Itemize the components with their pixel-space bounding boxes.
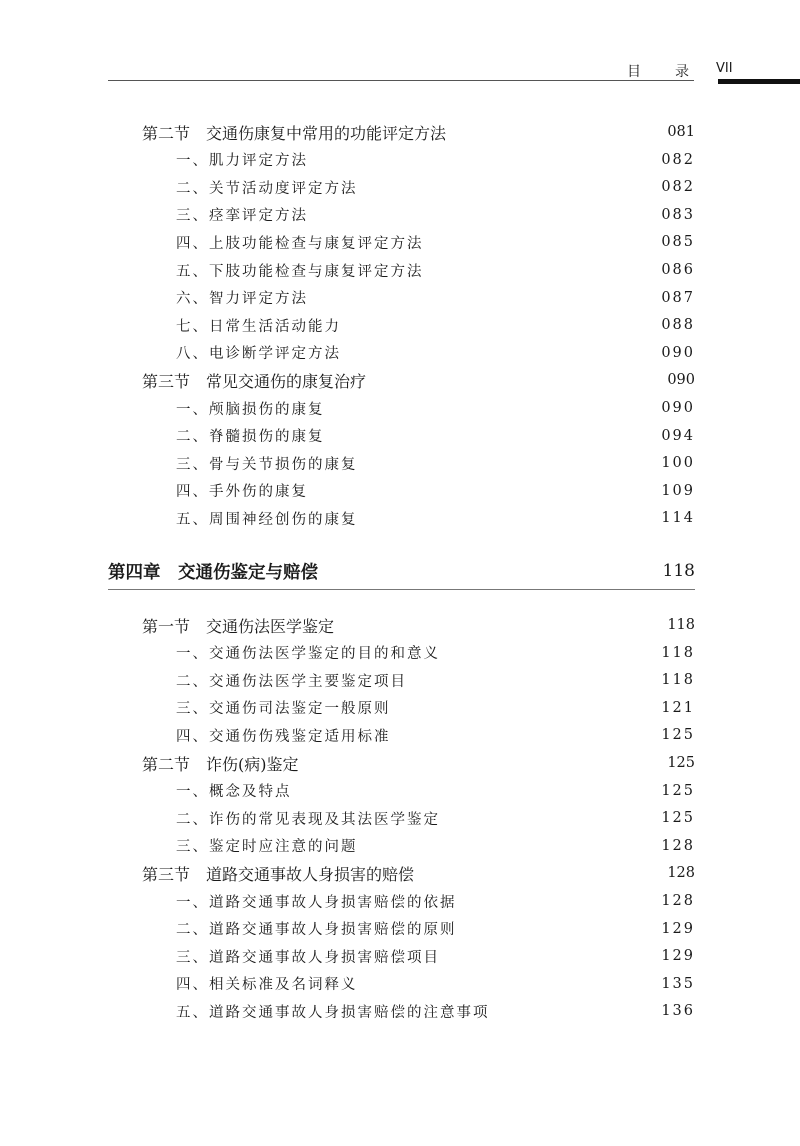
toc-item-title: 二、诈伤的常见表现及其法医学鉴定: [176, 811, 440, 828]
toc-section-title: 第二节 交通伤康复中常用的功能评定方法: [142, 123, 447, 143]
toc-item-title: 三、骨与关节损伤的康复: [176, 456, 358, 473]
toc-page-number: 085: [661, 234, 695, 251]
toc-item-row[interactable]: [176, 722, 695, 748]
toc-item-row[interactable]: [176, 667, 695, 693]
toc-item-title: 二、关节活动度评定方法: [176, 180, 358, 197]
toc-item-title: 一、道路交通事故人身损害赔偿的依据: [176, 894, 457, 911]
toc-page-number: 128: [661, 837, 695, 854]
toc-page-number: 121: [661, 699, 695, 716]
toc-section-title: 第一节 交通伤法医学鉴定: [142, 616, 335, 636]
toc-item-title: 五、周围神经创伤的康复: [176, 511, 358, 528]
toc-item-title: 四、上肢功能检查与康复评定方法: [176, 235, 424, 252]
toc-section-title: 第三节 道路交通事故人身损害的赔偿: [142, 864, 415, 884]
toc-page-number: 129: [661, 920, 695, 937]
toc-item-row[interactable]: [176, 174, 695, 200]
toc-page-number: 128: [661, 893, 695, 909]
toc-item-title: 四、手外伤的康复: [176, 484, 308, 501]
toc-item-row[interactable]: [176, 805, 695, 831]
toc-item-title: 八、电诊断学评定方法: [176, 346, 341, 363]
toc-item-row[interactable]: [176, 505, 695, 531]
toc-page-number: 090: [661, 344, 695, 361]
toc-item-row[interactable]: [176, 450, 695, 476]
toc-page-number: 118: [667, 617, 695, 633]
toc-page-number: 136: [661, 1003, 695, 1020]
toc-item-row[interactable]: [176, 695, 695, 721]
toc-page-number: 125: [667, 755, 695, 771]
toc-item-row[interactable]: [176, 285, 695, 311]
toc-section-row[interactable]: [142, 367, 695, 393]
toc-page-number: 088: [661, 317, 695, 334]
toc-chapter-row[interactable]: [108, 556, 695, 586]
toc-item-row[interactable]: [176, 257, 695, 283]
toc-item-title: 三、鉴定时应注意的问题: [176, 839, 358, 856]
toc-page-number: 109: [661, 482, 695, 499]
toc-item-title: 一、颅脑损伤的康复: [176, 401, 325, 418]
running-header: [108, 56, 800, 80]
toc-item-row[interactable]: [176, 640, 695, 666]
toc-item-row[interactable]: [176, 423, 695, 449]
toc-item-row[interactable]: [176, 147, 695, 173]
toc-page-number: 129: [661, 948, 695, 965]
toc-item-title: 二、交通伤法医学主要鉴定项目: [176, 673, 407, 690]
toc-item-row[interactable]: [176, 971, 695, 997]
toc-item-title: 四、交通伤伤残鉴定适用标准: [176, 728, 391, 745]
toc-page-number: 081: [667, 124, 695, 140]
toc-page-number: 128: [667, 865, 695, 882]
toc-item-title: 一、概念及特点: [176, 784, 292, 801]
toc-item-row[interactable]: [176, 395, 695, 421]
toc-item-row[interactable]: [176, 202, 695, 228]
toc-item-title: 四、相关标准及名词释义: [176, 977, 358, 994]
toc-item-title: 三、痉挛评定方法: [176, 208, 308, 225]
toc-item-row[interactable]: [176, 833, 695, 859]
chapter-rule: [108, 589, 695, 590]
toc-page-number: 114: [661, 510, 695, 527]
toc-item-row[interactable]: [176, 312, 695, 338]
toc-item-title: 二、道路交通事故人身损害赔偿的原则: [176, 922, 457, 939]
toc-item-row[interactable]: [176, 888, 695, 914]
toc-item-title: 五、下肢功能检查与康复评定方法: [176, 263, 424, 280]
toc-item-row[interactable]: [176, 778, 695, 804]
toc-item-row[interactable]: [176, 998, 695, 1024]
toc-page-number: 094: [661, 427, 695, 444]
toc-section-title: 第三节 常见交通伤的康复治疗: [142, 371, 367, 391]
toc-item-title: 三、道路交通事故人身损害赔偿项目: [176, 949, 440, 966]
header-title-part1: 目: [627, 64, 641, 80]
toc-page-number: 125: [661, 727, 695, 744]
toc-section-row[interactable]: [142, 612, 695, 638]
toc-section-row[interactable]: [142, 119, 695, 145]
toc-item-title: 七、日常生活活动能力: [176, 318, 341, 335]
toc-item-row[interactable]: [176, 340, 695, 366]
toc-page-number: 083: [661, 206, 695, 223]
toc-item-row[interactable]: [176, 943, 695, 969]
toc-page-number: 100: [661, 455, 695, 472]
toc-page-number: 118: [661, 672, 695, 689]
toc-page-number: 082: [661, 151, 695, 168]
header-page-number: VII: [716, 61, 733, 76]
toc-chapter-title: 第四章 交通伤鉴定与赔偿: [108, 562, 318, 583]
toc-item-title: 六、智力评定方法: [176, 291, 308, 308]
toc-page-number: 118: [661, 644, 695, 661]
header-rule: [108, 80, 694, 81]
toc-page-number: 086: [661, 262, 695, 278]
toc-section-row[interactable]: [142, 750, 695, 776]
toc-section-title: 第二节 诈伤(病)鉴定: [142, 754, 299, 774]
toc-section-row[interactable]: [142, 860, 695, 886]
toc-item-title: 五、道路交通事故人身损害赔偿的注意事项: [176, 1004, 490, 1021]
toc-item-title: 二、脊髓损伤的康复: [176, 429, 325, 446]
toc-page-number: 082: [661, 179, 695, 196]
toc-page-number: 087: [661, 289, 695, 306]
toc-page-number: 125: [661, 810, 695, 827]
toc-item-title: 一、交通伤法医学鉴定的目的和意义: [176, 646, 440, 663]
toc-item-title: 三、交通伤司法鉴定一般原则: [176, 701, 391, 718]
header-bar: [718, 79, 800, 84]
toc-page-number: 125: [661, 782, 695, 799]
toc-page-number: 118: [662, 561, 695, 581]
toc-item-title: 一、肌力评定方法: [176, 153, 308, 170]
toc-item-row[interactable]: [176, 229, 695, 255]
toc-item-row[interactable]: [176, 478, 695, 504]
toc-page-number: 090: [667, 372, 695, 389]
toc-page-number: 135: [661, 975, 695, 992]
header-title-part2: 录: [675, 64, 689, 80]
toc-page-number: 090: [661, 400, 695, 416]
toc-item-row[interactable]: [176, 916, 695, 942]
